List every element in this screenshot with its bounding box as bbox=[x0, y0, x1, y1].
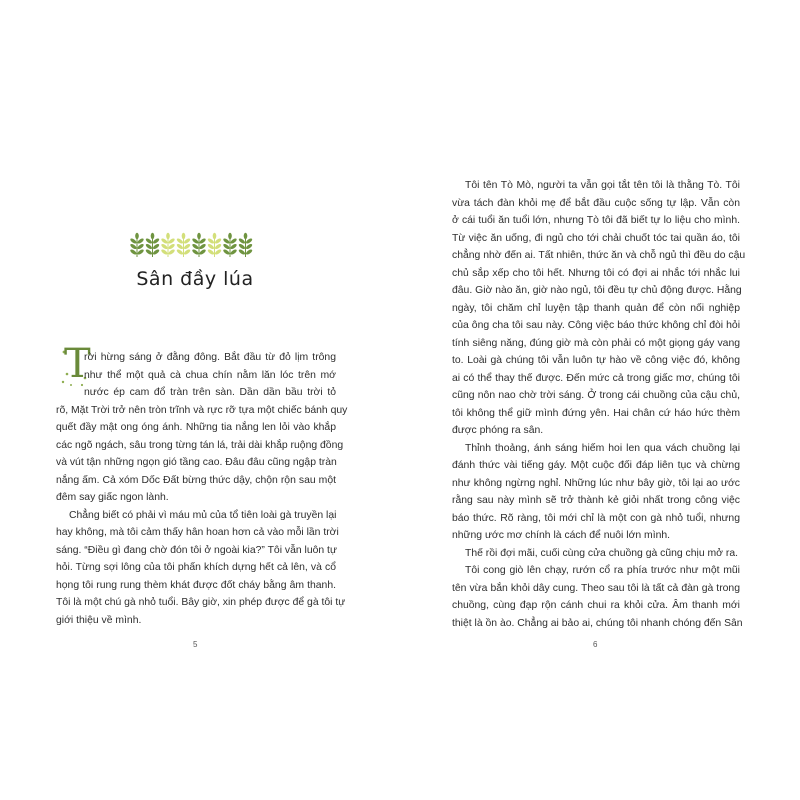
text-line: Từ việc ăn uống, đi ngủ cho tới chải chuốt tóc tai quần áo, tôi bbox=[452, 232, 740, 244]
chapter-title: Sân đầy lúa bbox=[136, 268, 254, 290]
leaf-sprig-icon bbox=[160, 233, 175, 257]
text-line: của ông cha tôi sau này. Công việc báo thức không chỉ đòi hỏi bbox=[452, 320, 740, 331]
text-line: đánh thức vài tiếng gáy. Một cuộc đối đáp liên tục và chừng bbox=[452, 460, 740, 471]
text-line: ngày, tôi chăm chỉ luyện tập thanh quản để còn nối nghiệp bbox=[452, 302, 740, 314]
left-body-text bbox=[56, 349, 348, 629]
leaf-sprig-icon bbox=[176, 233, 191, 257]
leaf-sprig-icon bbox=[207, 233, 222, 257]
text-line: vừa tách đàn khỏi mẹ để bắt đầu cuộc sống tự lập. Vẫn còn bbox=[452, 197, 740, 209]
text-line: chủ sắp xếp cho tôi hết. Nhưng tôi có đợi ai nhắc tới nhắc lui bbox=[452, 267, 740, 279]
leaf-sprig-icon bbox=[238, 233, 253, 257]
text-line: ai có thể thay thế được. Đến mức cả trong giấc mơ, chúng tôi bbox=[452, 372, 740, 384]
text-line: chẳng nhờ đến ai. Tất nhiên, thức ăn và chỗ ngủ thì đều do cậu bbox=[452, 250, 746, 261]
text-line: Tôi là một chú gà nhỏ tuổi. Bây giờ, xin phép được để gà tôi tự bbox=[56, 597, 346, 608]
text-line: rời hừng sáng ở đằng đông. Bắt đầu từ đỏ lịm trông bbox=[84, 352, 336, 363]
leaf-ornament bbox=[128, 232, 256, 258]
text-line: các ngõ ngách, sâu trong từng tán lá, trải dài khắp ruộng đồng bbox=[56, 439, 344, 451]
text-line: Tôi tên Tò Mò, người ta vẫn gọi tắt tên tôi là thằng Tò. Tôi bbox=[465, 180, 740, 191]
leaf-sprig-icon bbox=[191, 233, 206, 257]
text-line: tên vừa bắn khỏi dây cung. Theo sau tôi là tất cả đàn gà trong bbox=[452, 582, 740, 594]
text-line: giới thiệu về mình. bbox=[56, 614, 142, 626]
page-number: 6 bbox=[593, 640, 598, 649]
text-line: những ước mơ chính là cách để nuôi lớn mình. bbox=[452, 530, 671, 541]
leaf-sprig-icon bbox=[222, 233, 237, 257]
right-body-text bbox=[452, 177, 746, 632]
text-line: cũng nôn nao chờ trời sáng. Ở trong cái chuồng của cậu chủ, bbox=[452, 390, 740, 401]
text-line: to. Loài gà chúng tôi vẫn luôn tự hào về công việc đó, không bbox=[452, 355, 740, 366]
text-line: Tôi cong giò lên chạy, rướn cổ ra phía trước như một mũi bbox=[465, 565, 740, 576]
text-line: tính siêng năng, đúng giờ mà còn phải có một giọng gáy vang bbox=[452, 337, 740, 349]
text-line: được phóng ra sân. bbox=[452, 425, 544, 436]
text-line: nước ép cam đổ tràn trên sàn. Dần dần bầu trời tỏ bbox=[84, 387, 336, 398]
text-line: như thể một quả cà chua chín nằm lăn lóc trên mớ bbox=[84, 369, 336, 381]
text-line: báo thức. Rõ ràng, tôi mới chỉ là một con gà nhỏ tuổi, nhưng bbox=[452, 512, 740, 524]
text-line: rằng sau này mình sẽ trở thành kẻ giỏi nhất trong công việc bbox=[452, 495, 740, 506]
text-line: Thế rồi đợi mãi, cuối cùng cửa chuồng gà cũng chịu mở ra. bbox=[465, 547, 738, 559]
text-line: chuồng, cùng đạp rộn cánh chui ra khỏi cửa. Âm thanh mới bbox=[452, 600, 740, 611]
text-line: như không ngừng nghỉ. Những lúc như bây giờ, tôi lại ao ước bbox=[452, 477, 740, 489]
text-line: Thỉnh thoảng, ánh sáng hiếm hoi len qua vách chuồng lại bbox=[465, 442, 740, 454]
text-line: đâu. Giờ nào ăn, giờ nào ngủ, tôi đều tự chủ động được. Hằng bbox=[452, 285, 742, 296]
text-line: hỏi. Từng sợi lông của tôi phấn khích dựng hết cả lên, và cổ bbox=[56, 562, 336, 573]
text-line: sáng. “Điều gì đang chờ đón tôi ở ngoài kia?” Tôi vẫn luôn tự bbox=[56, 544, 337, 556]
text-line: và vút tận những ngọn gió tầng cao. Đâu đâu cũng ngập tràn bbox=[56, 457, 337, 468]
drop-cap-letter: T bbox=[64, 341, 91, 387]
text-line: ở cái tuổi ăn tuổi lớn, nhưng Tò tôi đã biết tự lo liệu cho mình. bbox=[452, 215, 740, 226]
text-line: hay không, mà tôi cảm thấy hân hoan hơn cả vào mỗi lần trời bbox=[56, 527, 339, 538]
text-line: Chẳng biết có phải vì máu mủ của tổ tiên loài gà truyền lại bbox=[69, 509, 337, 521]
text-line: rõ, Mặt Trời trở nên tròn trĩnh và rực rỡ tựa một chiếc bánh quy bbox=[56, 404, 348, 416]
text-line: tôi không thể giữ mình đứng yên. Hai chân cứ háo hức thèm bbox=[452, 407, 740, 419]
text-line: đêm say giấc ngon lành. bbox=[56, 492, 169, 503]
text-line: thiệt là ồn ào. Chẳng ai bảo ai, chúng tôi nhanh chóng đến Sân bbox=[452, 617, 743, 629]
leaf-sprig-icon bbox=[129, 233, 144, 257]
leaf-sprig-icon bbox=[145, 233, 160, 257]
text-line: họng tôi rung rung thèm khát được đốt cháy bằng âm thanh. bbox=[56, 579, 336, 591]
page-number: 5 bbox=[193, 640, 198, 649]
text-line: quết đầy mật ong óng ánh. Những tia nắng len lỏi vào khắp bbox=[56, 422, 336, 433]
text-line: nắng ấm. Cả xóm Dốc Đất bừng thức dậy, chộn rộn sau một bbox=[56, 474, 336, 486]
